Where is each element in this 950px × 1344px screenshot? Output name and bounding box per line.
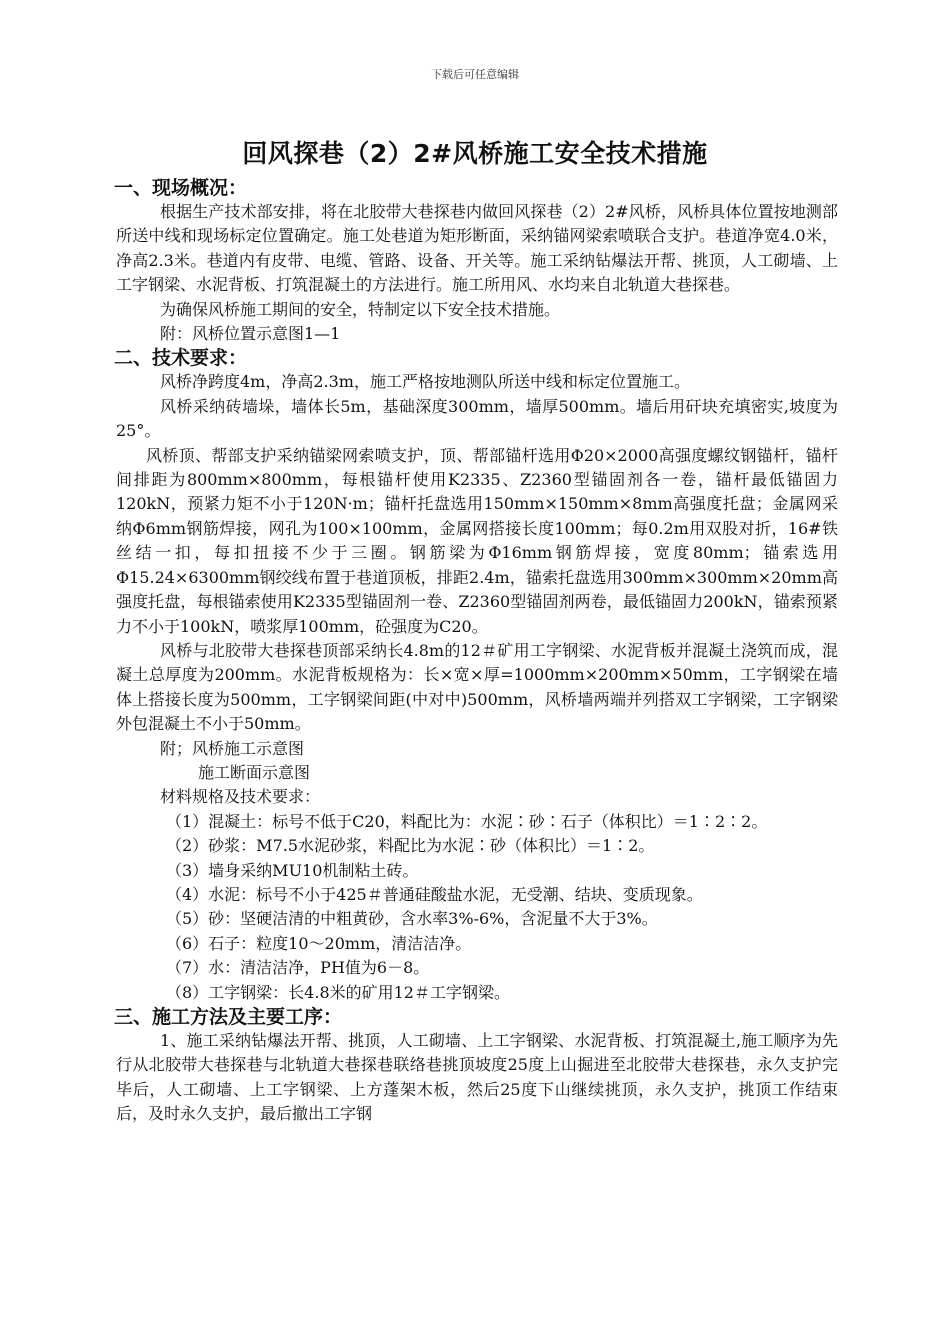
header-note: 下载后可任意编辑 xyxy=(431,68,519,81)
list-item: （3）墙身采纳MU10机制粘土砖。 xyxy=(166,860,419,880)
list-item: （8）工字钢梁：长4.8米的矿用12＃工字钢梁。 xyxy=(166,982,510,1002)
list-item: （1）混凝土：标号不低于C20，料配比为：水泥∶砂∶石子（体积比）＝1∶2∶2。 xyxy=(166,811,768,831)
list-item: （5）砂：坚硬洁清的中粗黄砂，含水率3%-6%，含泥量不大于3%。 xyxy=(166,909,658,929)
section-heading-2: 二、技术要求： xyxy=(114,347,248,370)
section-heading-3: 三、施工方法及主要工序： xyxy=(114,1006,343,1028)
section-heading-1: 一、现场概况： xyxy=(114,177,248,199)
paragraph: 材料规格及技术要求： xyxy=(160,787,321,807)
list-item: （2）砂浆：M7.5水泥砂浆，料配比为水泥∶砂（体积比）＝1∶2。 xyxy=(166,836,655,856)
list-item: （4）水泥：标号不小于425＃普通硅酸盐水泥，无受潮、结块、变质现象。 xyxy=(166,884,703,904)
paragraph: 风桥采纳砖墙垛，墙体长5m，基础深度300mm，墙厚500mm。墙后用矸块充填密实,坡度为25°。 xyxy=(116,396,838,441)
paragraph: 风桥净跨度4m，净高2.3m，施工严格按地测队所送中线和标定位置施工。 xyxy=(160,372,690,392)
document-title: 回风探巷（2）2#风桥施工安全技术措施 xyxy=(242,139,708,168)
list-item: （6）石子：粒度10～20mm，清洁洁净。 xyxy=(166,933,472,953)
paragraph: 根据生产技术部安排，将在北胶带大巷探巷内做回风探巷（2）2#风桥，风桥具体位置按地测部所送中线和现场标定位置确定。施工处巷道为矩形断面，采纳锚网梁索喷联合支护。巷道净宽4.0米，净高2.3米。巷道内有皮带、电缆、管路、设备、开关等。施工采纳钻爆法开帮、挑顶，人工砌墙、上工字钢梁、水泥背板、打筑混凝土的方法进行。施工所用风、水均来自北轨道大巷探巷。 xyxy=(116,202,838,295)
paragraph: 风桥顶、帮部支护采纳锚梁网索喷支护，顶、帮部锚杆选用Φ20×2000高强度螺纹钢锚杆，锚杆间排距为800mm×800mm，每根锚杆使用K2335、Z2360型锚固剂各一卷，锚杆最低锚固力120kN，预紧力矩不小于120N·m；锚杆托盘选用150mm×150mm×8mm高强度托盘；金属网采纳Φ6mm钢筋焊接，网孔为100×100mm，金属网搭接长度100mm；每0.2m用双股对折，16#铁丝结一扣，每扣扭接不少于三圈。钢筋梁为Φ16mm钢筋焊接，宽度80mm；锚索选用Φ15.24×6300mm钢绞线布置于巷道顶板，排距2.4m，锚索托盘选用300mm×300mm×20mm高强度托盘，每根锚索使用K2335型锚固剂一卷、Z2360型锚固剂两卷，最低锚固力200kN，锚索预紧力不小于100kN，喷浆厚100mm，砼强度为C20。 xyxy=(116,445,838,636)
paragraph: 施工断面示意图 xyxy=(198,762,311,782)
paragraph: 风桥与北胶带大巷探巷顶部采纳长4.8m的12＃矿用工字钢梁、水泥背板并混凝土浇筑而成，混凝土总厚度为200mm。水泥背板规格为：长×宽×厚=1000mm×200mm×50mm，工字钢梁在墙体上搭接长度为500mm，工字钢梁间距(中对中)500mm，风桥墙两端并列搭双工字钢梁，工字钢梁外包混凝土不小于50mm。 xyxy=(116,640,838,734)
paragraph: 为确保风桥施工期间的安全，特制定以下安全技术措施。 xyxy=(160,299,561,319)
paragraph: 附；风桥施工示意图 xyxy=(160,738,305,758)
paragraph: 附：风桥位置示意图1—1 xyxy=(160,324,341,344)
document-body xyxy=(116,176,838,1127)
paragraph: 1、施工采纳钻爆法开帮、挑顶，人工砌墙、上工字钢梁、水泥背板、打筑混凝土,施工顺序为先行从北胶带大巷探巷与北轨道大巷探巷联络巷挑顶坡度25度上山掘进至北胶带大巷探巷，永久支护完毕后，人工砌墙、上工字钢梁、上方蓬架木板，然后25度下山继续挑顶，永久支护，挑顶工作结束后，及时永久支护，最后撤出工字钢 xyxy=(116,1031,838,1124)
list-item: （7）水：清洁洁净，PH值为6－8。 xyxy=(166,958,430,978)
